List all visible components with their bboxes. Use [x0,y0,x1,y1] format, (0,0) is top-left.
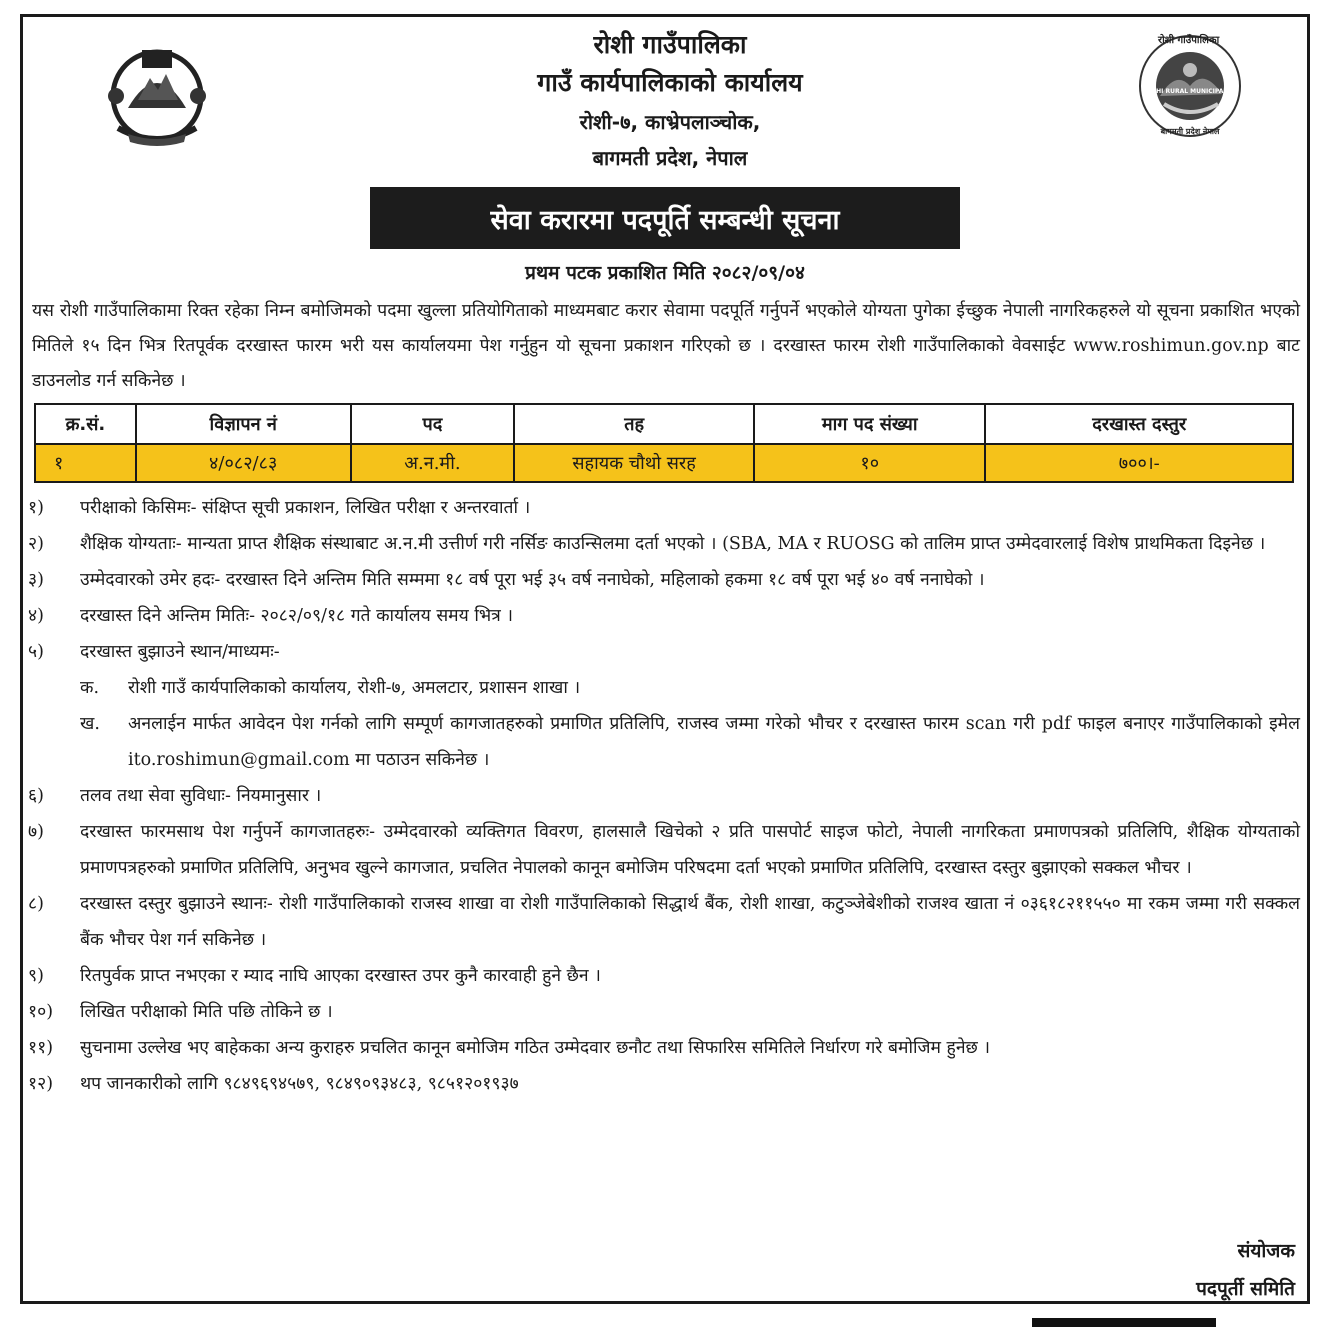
signature-committee: पदपूर्ती समिति [1196,1278,1295,1300]
logo-top-text: रोशी गाउँपालिका [1158,35,1220,46]
item-number: ९) [28,966,44,986]
list-item [28,994,1300,1030]
table-row [35,444,1293,482]
list-item [28,562,1300,598]
col-fee: दरखास्त दस्तुर [985,404,1293,444]
conditions-list [28,490,1300,1102]
publication-date: प्रथम पटक प्रकाशित मिति २०८२/०९/०४ [525,262,805,284]
item-text: शैक्षिक योग्यताः- मान्यता प्राप्त शैक्षिक संस्थाबाट अ.न.मी उत्तीर्ण गरी नर्सिङ काउन्सिलमा दर्ता भएको । (SBA, MA र RUOSG को तालिम प्राप्त उम्मेदवारलाई विशेष प्राथमिकता दिइनेछ । [80,534,1266,554]
item-text: लिखित परीक्षाको मिति पछि तोकिने छ । [80,1002,333,1022]
logo-bottom-text: बागमती प्रदेश नेपाल [1160,127,1220,136]
logo-side-text: ROSHI RURAL MUNICIPALITY [1142,88,1238,95]
item-text: उम्मेदवारको उमेर हदः- दरखास्त दिने अन्तिम मिति सम्ममा १८ वर्ष पूरा भई ३५ वर्ष ननाघेको, महिलाको हकमा १८ वर्ष पूरा भई ४० वर्ष ननाघेको । [80,570,985,590]
item-text: दरखास्त दस्तुर बुझाउने स्थानः- रोशी गाउँपालिकाको राजस्व शाखा वा रोशी गाउँपालिकाको सिद्धार्थ बैंक, रोशी शाखा, कटुञ्जेबेशीको राजश्व खाता नं ०३६१८२११५५० मा रकम जम्मा गरी सक्कल बैंक भौचर पेश गर्न सकिनेछ । [80,894,1300,950]
notice-title: सेवा करारमा पदपूर्ति सम्बन्धी सूचना [370,187,960,249]
list-item [28,670,1300,778]
table-header-row [35,404,1293,444]
office-address: रोशी-७, काभ्रेपलाञ्चोक, [579,110,761,134]
item-number: ८) [28,894,44,914]
item-number: १२) [28,1074,54,1094]
item-number: ११) [28,1038,54,1058]
roshi-municipality-logo [1136,30,1244,142]
item-number: ६) [28,786,44,806]
item-number: ४) [28,606,44,626]
sub-item [80,670,1300,706]
col-advert-no: विज्ञापन नं [136,404,351,444]
signature-title: संयोजक [1237,1240,1295,1262]
list-item [28,778,1300,814]
item-text: सुचनामा उल्लेख भए बाहेकका अन्य कुराहरु प्रचलित कानून बमोजिम गठित उम्मेदवार छनौट तथा सिफारिस समितिले निर्धारण गरे बमोजिम हुनेछ । [80,1038,991,1058]
cell-serial: १ [35,444,136,482]
nepal-emblem-icon [98,38,216,150]
letterhead [300,26,1040,174]
list-item [28,814,1300,886]
cell-post: अ.न.मी. [351,444,515,482]
item-number: ५) [28,642,44,662]
item-number: १) [28,498,44,518]
item-text: थप जानकारीको लागि ९८४९६९४५७९, ९८४९०९३४८३, ९८५१२०१९३७ [80,1074,519,1094]
item-text: दरखास्त फारमसाथ पेश गर्नुपर्ने कागजातहरुः- उम्मेदवारको व्यक्तिगत विवरण, हालसालै खिचेको २ प्रति पासपोर्ट साइज फोटो, नेपाली नागरिकता प्रमाणपत्रको प्रतिलिपि, शैक्षिक योग्यताको प्रमाणपत्रहरुको प्रमाणित प्रतिलिपि, अनुभव खुल्ने कागजात, प्रचलित नेपालको कानून बमोजिम परिषदमा दर्ता भएको प्रमाणित प्रतिलिपि, दरखास्त दस्तुर बुझाएको सक्कल भौचर । [80,822,1300,878]
col-count: माग पद संख्या [754,404,986,444]
item-number: १०) [28,1002,54,1022]
list-item [28,886,1300,958]
list-item [28,958,1300,994]
province-country: बागमती प्रदेश, नेपाल [592,146,748,170]
col-serial: क्र.सं. [35,404,136,444]
sub-item-label: ख. [80,714,100,734]
item-text: दरखास्त दिने अन्तिम मितिः- २०८२/०९/१८ गते कार्यालय समय भित्र । [80,606,514,626]
cell-fee: ७००।- [985,444,1293,482]
item-text: दरखास्त बुझाउने स्थान/माध्यमः- [80,642,280,662]
signature-block [1196,1232,1295,1308]
municipality-name: रोशी गाउँपालिका [593,30,747,59]
cell-advert-no: ४/०८२/८३ [136,444,351,482]
cell-count: १० [754,444,986,482]
sub-item-label: क. [80,678,100,698]
intro-paragraph: यस रोशी गाउँपालिकामा रिक्त रहेका निम्न बमोजिमको पदमा खुल्ला प्रतियोगिताको माध्यमबाट करार सेवामा पदपूर्ति गर्नुपर्ने भएकोले योग्यता पुगेका ईच्छुक नेपाली नागरिकहरुले यो सूचना प्रकाशित भएको मितिले १५ दिन भित्र रितपूर्वक दरखास्त फारम भरी यस कार्यालयमा पेश गर्नुहुन यो सूचना प्रकाशन गरिएको छ । दरखास्त फारम रोशी गाउँपालिकाको वेवसाईट www.roshimun.gov.np बाट डाउनलोड गर्न सकिनेछ । [32,301,1300,391]
list-item [28,634,1300,670]
sub-item-text: रोशी गाउँ कार्यपालिकाको कार्यालय, रोशी-७, अमलटार, प्रशासन शाखा । [128,678,581,698]
sub-item [80,706,1300,778]
item-text: परीक्षाको किसिमः- संक्षिप्त सूची प्रकाशन, लिखित परीक्षा र अन्तरवार्ता । [80,498,531,518]
item-text: तलव तथा सेवा सुविधाः- नियमानुसार । [80,786,322,806]
item-text: रितपुर्वक प्राप्त नभएका र म्याद नाघि आएका दरखास्त उपर कुनै कारवाही हुने छैन । [80,966,601,986]
item-number: ७) [28,822,44,842]
item-number: ३) [28,570,44,590]
vacancy-table [34,403,1294,483]
bottom-bar [1032,1318,1216,1327]
col-post: पद [351,404,515,444]
cell-level: सहायक चौथो सरह [514,444,754,482]
item-number: २) [28,534,44,554]
list-item [28,526,1300,562]
office-name: गाउँ कार्यपालिकाको कार्यालय [537,68,803,97]
col-level: तह [514,404,754,444]
list-item [28,598,1300,634]
list-item [28,490,1300,526]
list-item [28,1066,1300,1102]
sub-item-text: अनलाईन मार्फत आवेदन पेश गर्नको लागि सम्पूर्ण कागजातहरुको प्रमाणित प्रतिलिपि, राजस्व जम्मा गरेको भौचर र दरखास्त फारम scan गरी pdf फाइल बनाएर गाउँपालिकाको इमेल ito.roshimun@gmail.com मा पठाउन सकिनेछ । [128,714,1300,770]
list-item [28,1030,1300,1066]
